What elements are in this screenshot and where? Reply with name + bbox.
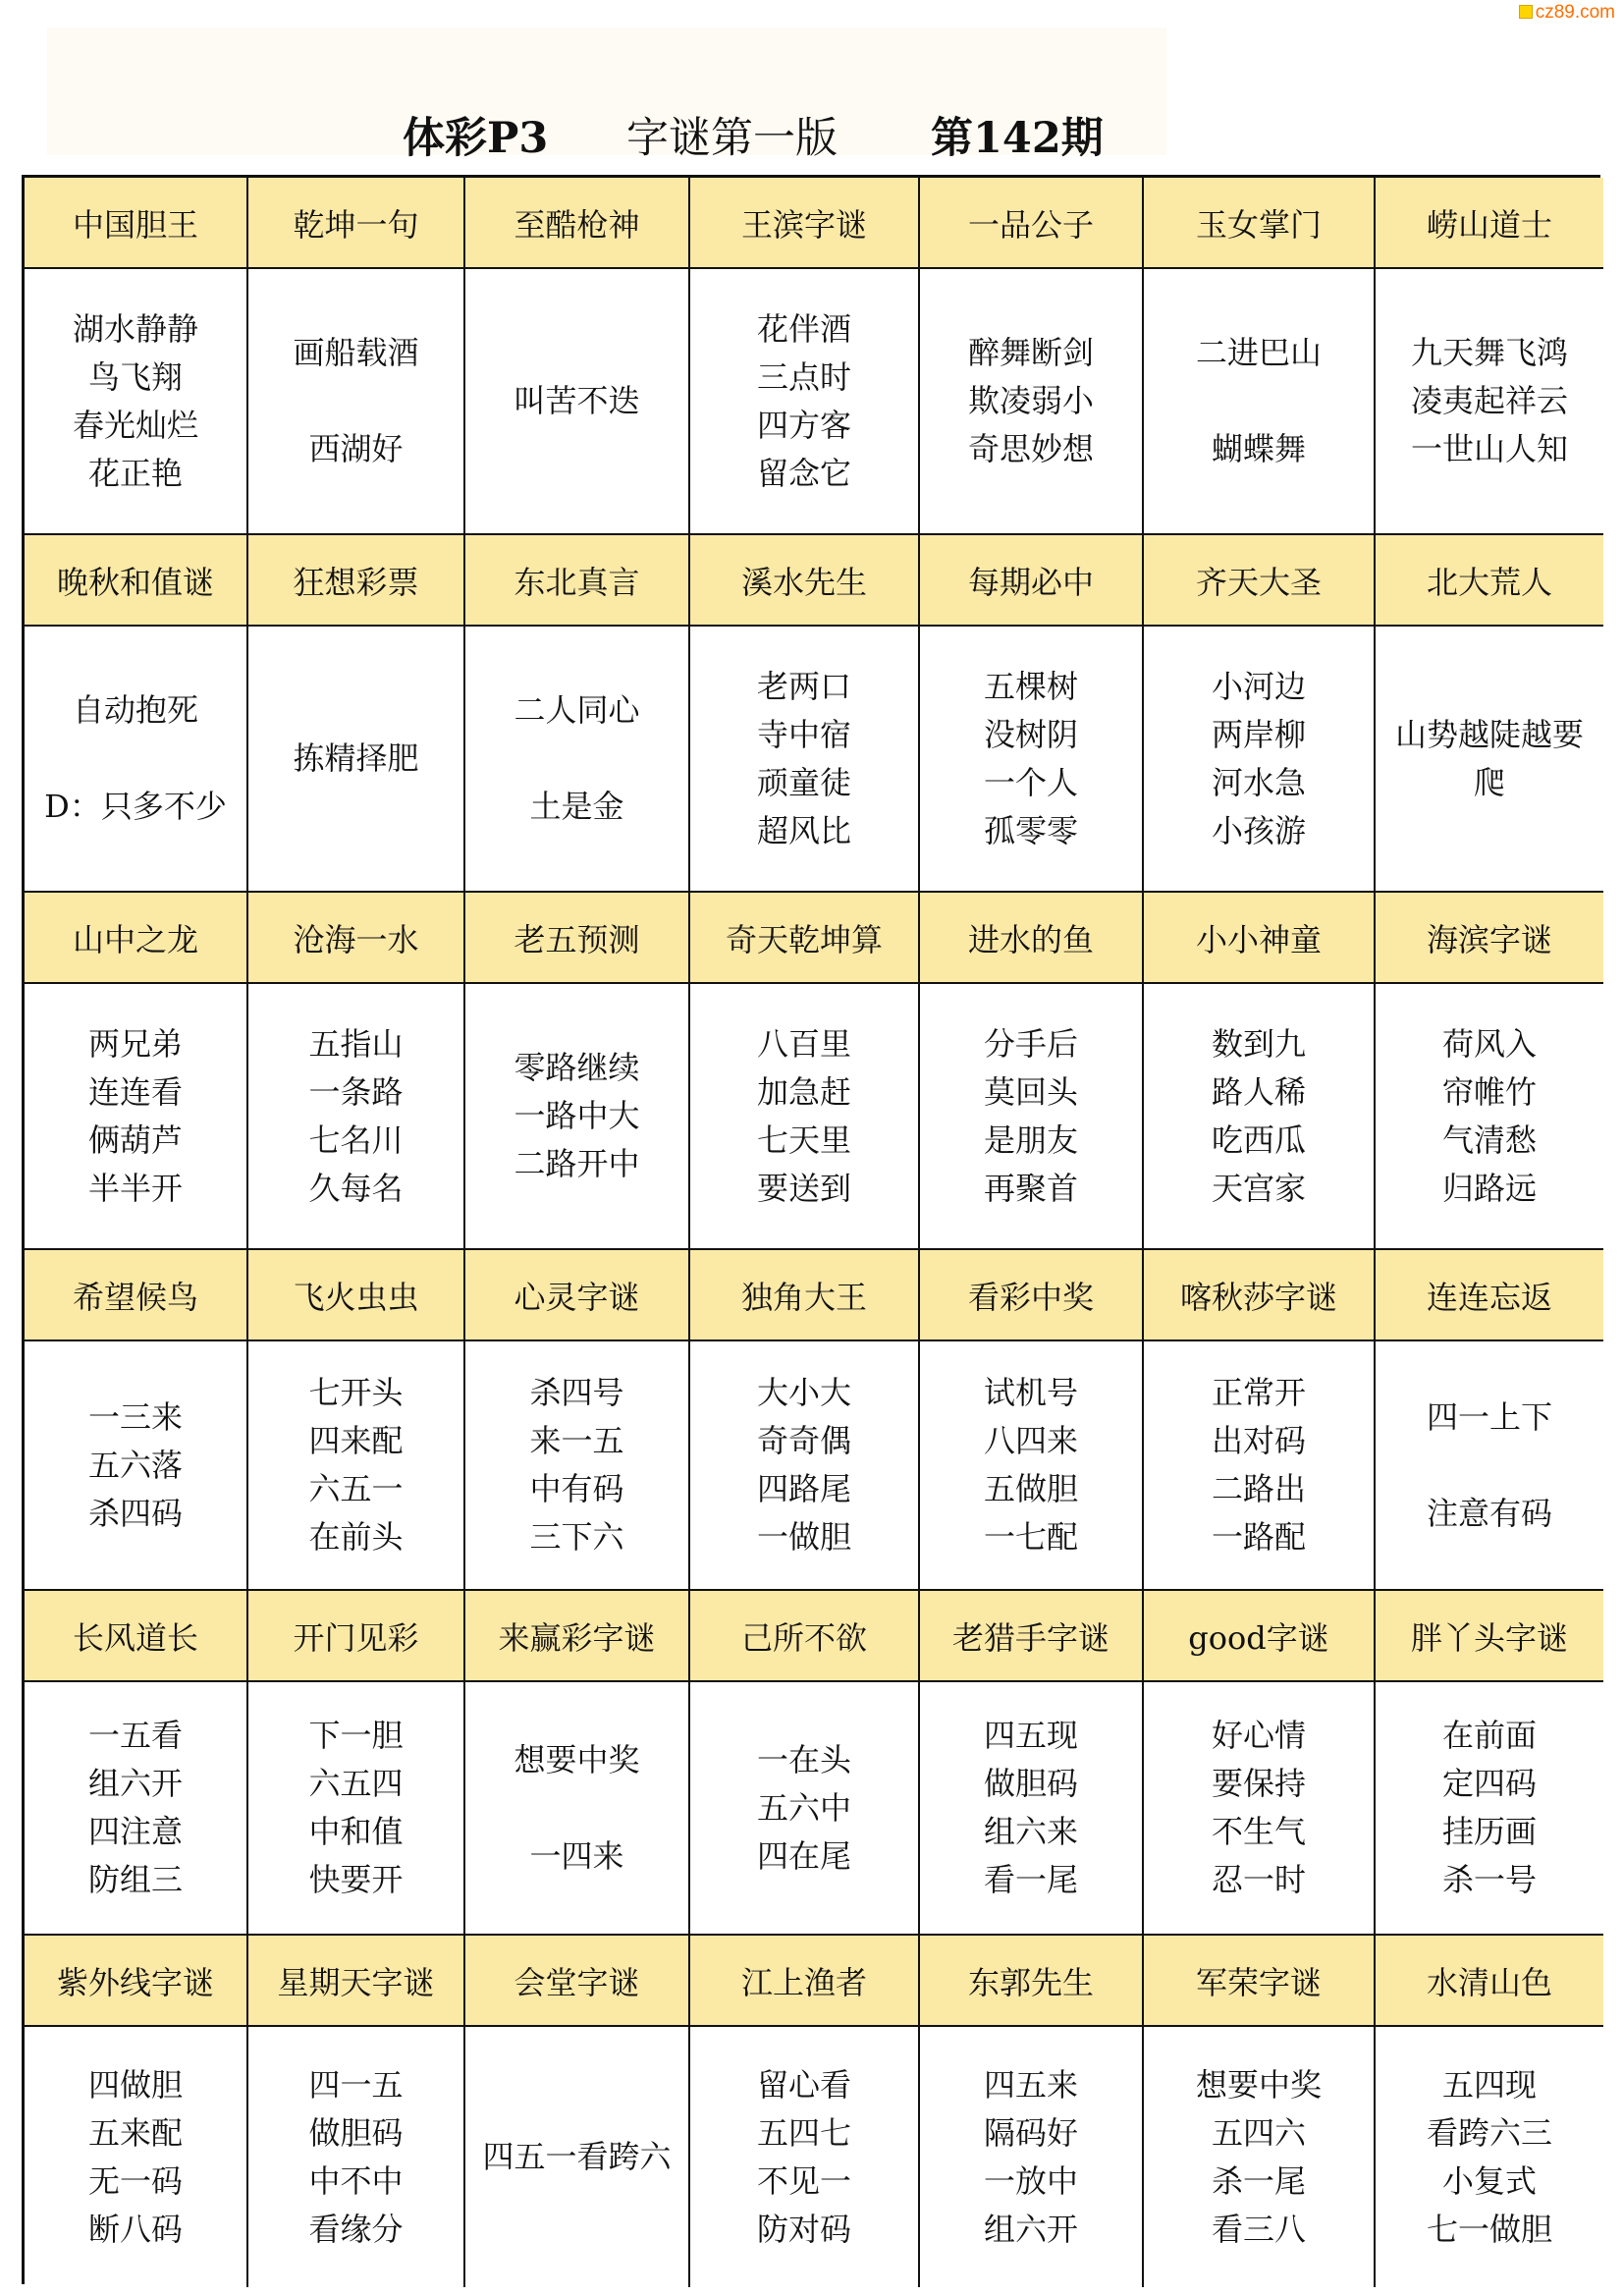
riddle-cell (1376, 1682, 1603, 1936)
header-label: 江上渔者 (740, 1963, 867, 2001)
header-label: 水清山色 (1426, 1963, 1552, 2001)
riddle-cell (1144, 984, 1376, 1250)
riddle-line: 二路出 (1211, 1470, 1306, 1507)
column-header (1144, 1250, 1376, 1341)
riddle-line: 看跨六三 (1426, 2113, 1552, 2152)
header-label: 星期天字谜 (277, 1963, 435, 2001)
riddle-line: 花伴酒 (756, 309, 851, 348)
riddle-line: 孤零零 (983, 811, 1078, 849)
riddle-cell (25, 1682, 248, 1936)
riddle-line: 莫回头 (983, 1072, 1078, 1111)
column-header (248, 1936, 465, 2027)
header-label: 喀秋莎字谜 (1179, 1278, 1337, 1316)
column-header (465, 535, 690, 627)
riddle-line: 一五看 (87, 1717, 183, 1754)
riddle-line: 归路远 (1441, 1169, 1537, 1207)
column-header (248, 178, 465, 269)
riddle-cell (465, 627, 690, 893)
riddle-line: 杀一号 (1441, 1861, 1537, 1898)
riddle-line: D：只多不少 (44, 788, 227, 825)
column-header (25, 1936, 248, 2027)
riddle-line: 再聚首 (983, 1169, 1078, 1207)
riddle-line: 天宫家 (1211, 1169, 1306, 1207)
riddle-cell (1376, 1341, 1603, 1591)
watermark-text: cz89.com (1535, 2, 1615, 23)
riddle-line: 组六来 (983, 1813, 1078, 1850)
header-label: 开门见彩 (293, 1618, 419, 1657)
riddle-cell (248, 1682, 465, 1936)
riddle-line: 两兄弟 (87, 1024, 183, 1063)
riddle-line: 二路开中 (514, 1145, 640, 1182)
riddle-line: 要保持 (1211, 1765, 1306, 1802)
riddle-line: 四一五 (308, 2065, 404, 2104)
column-header (248, 893, 465, 984)
title-issue: 第142期 (931, 114, 1104, 163)
riddle-line: 一路配 (1211, 1518, 1306, 1556)
riddle-cell (690, 627, 920, 893)
riddle-line: 荷风入 (1441, 1024, 1537, 1063)
riddle-cell (690, 269, 920, 535)
column-header (920, 178, 1144, 269)
header-label: 沧海一水 (293, 920, 419, 958)
column-header (465, 178, 690, 269)
riddle-cell (920, 269, 1144, 535)
riddle-line: 七天里 (756, 1121, 851, 1159)
riddle-line: 久每名 (308, 1169, 404, 1207)
riddle-line: 五六中 (756, 1788, 851, 1827)
riddle-line: 没树阴 (983, 715, 1078, 753)
riddle-cell (25, 627, 248, 893)
riddle-line: 杀四码 (87, 1494, 183, 1532)
column-header (690, 535, 920, 627)
header-label: 北大荒人 (1426, 563, 1552, 601)
riddle-line: 四来配 (308, 1422, 404, 1459)
riddle-line: 一四来 (529, 1836, 624, 1875)
riddle-line: 画船载酒 (293, 334, 419, 371)
riddle-line: 一个人 (983, 763, 1078, 801)
riddle-line: 春光灿烂 (72, 406, 198, 444)
column-header (25, 893, 248, 984)
riddle-cell (920, 627, 1144, 893)
riddle-line: 四五一看跨六 (482, 2138, 672, 2175)
riddle-line: 组六开 (983, 2210, 1078, 2248)
riddle-line: 想要中奖 (1195, 2065, 1322, 2104)
riddle-cell (1144, 627, 1376, 893)
header-label: good字谜 (1188, 1618, 1329, 1657)
riddle-line: 做胆码 (308, 2113, 404, 2152)
riddle-cell (248, 269, 465, 535)
riddle-line: 想要中奖 (514, 1740, 640, 1778)
riddle-line: 五做胆 (983, 1470, 1078, 1507)
header-label: 飞火虫虫 (293, 1278, 419, 1316)
column-header (920, 1250, 1144, 1341)
riddle-line: 四注意 (87, 1813, 183, 1850)
column-header (25, 535, 248, 627)
header-label: 老五预测 (514, 920, 640, 958)
riddle-cell (25, 1341, 248, 1591)
header-label: 长风道长 (72, 1618, 198, 1657)
riddle-line: 试机号 (983, 1374, 1078, 1411)
riddle-line: 零路继续 (514, 1049, 640, 1086)
riddle-cell (465, 1682, 690, 1936)
riddle-line: 二进巴山 (1195, 334, 1322, 371)
title-band (47, 27, 1166, 163)
riddle-line: 五指山 (308, 1024, 404, 1063)
riddle-line: 一做胆 (756, 1518, 851, 1556)
riddle-line: 一七配 (983, 1518, 1078, 1556)
header-label: 乾坤一句 (293, 205, 419, 244)
column-header (690, 178, 920, 269)
column-header (248, 535, 465, 627)
riddle-line: 定四码 (1441, 1765, 1537, 1802)
riddle-cell (1144, 269, 1376, 535)
riddle-line: 河水急 (1211, 763, 1306, 801)
riddle-line: 中不中 (308, 2161, 404, 2200)
riddle-line: 无一码 (87, 2161, 183, 2200)
riddle-cell (1144, 1341, 1376, 1591)
riddle-line: 是朋友 (983, 1121, 1078, 1159)
riddle-line: 分手后 (983, 1024, 1078, 1063)
riddle-line: 路人稀 (1211, 1072, 1306, 1111)
header-label: 至酷枪神 (514, 205, 640, 244)
riddle-line: 五四六 (1211, 2113, 1306, 2152)
riddle-line: 中有码 (529, 1470, 624, 1507)
riddle-line: 一放中 (983, 2161, 1078, 2200)
header-label: 中国胆王 (72, 205, 198, 244)
riddle-line: 一路中大 (514, 1097, 640, 1134)
riddle-line: 下一胆 (308, 1717, 404, 1754)
header-label: 看彩中奖 (967, 1278, 1094, 1316)
riddle-line: 小复式 (1441, 2161, 1537, 2200)
riddle-line: 三下六 (529, 1518, 624, 1556)
header-label: 王滨字谜 (740, 205, 867, 244)
header-label: 希望候鸟 (72, 1278, 198, 1316)
riddle-cell (1376, 627, 1603, 893)
column-header (25, 1591, 248, 1682)
riddle-cell (25, 2027, 248, 2287)
riddle-line: 防对码 (756, 2210, 851, 2248)
riddle-cell (465, 984, 690, 1250)
riddle-line: 鸟飞翔 (87, 357, 183, 396)
column-header (1144, 535, 1376, 627)
riddle-line: 五六落 (87, 1446, 183, 1484)
riddle-line: 半半开 (87, 1169, 183, 1207)
riddle-line: 隔码好 (983, 2113, 1078, 2152)
riddle-line: 快要开 (308, 1861, 404, 1898)
column-header (1144, 1591, 1376, 1682)
riddle-line: 杀一尾 (1211, 2161, 1306, 2200)
header-label: 狂想彩票 (293, 563, 419, 601)
riddle-line: 六五一 (308, 1470, 404, 1507)
riddle-line: 帘帷竹 (1441, 1072, 1537, 1111)
header-label: 奇天乾坤算 (725, 920, 883, 958)
riddle-line: 八百里 (756, 1024, 851, 1063)
column-header (1376, 893, 1603, 984)
riddle-line: 山势越陡越要爬 (1394, 715, 1584, 801)
riddle-line: 奇奇偶 (756, 1422, 851, 1459)
column-header (1376, 1591, 1603, 1682)
riddle-line: 蝴蝶舞 (1211, 430, 1306, 467)
riddle-line: 出对码 (1211, 1422, 1306, 1459)
riddle-cell (248, 2027, 465, 2287)
riddle-line: 凌夷起祥云 (1410, 382, 1568, 419)
header-label: 连连忘返 (1426, 1278, 1552, 1316)
riddle-cell (690, 1682, 920, 1936)
column-header (1144, 1936, 1376, 2027)
riddle-line: 奇思妙想 (967, 430, 1094, 467)
column-header (25, 1250, 248, 1341)
header-label: 海滨字谜 (1426, 920, 1552, 958)
riddle-line: 要送到 (756, 1169, 851, 1207)
column-header (920, 535, 1144, 627)
riddle-line: 一在头 (756, 1740, 851, 1778)
riddle-line: 四五现 (983, 1717, 1078, 1754)
riddle-cell (465, 1341, 690, 1591)
column-header (690, 1936, 920, 2027)
column-header (1376, 1250, 1603, 1341)
riddle-cell (1144, 1682, 1376, 1936)
riddle-cell (920, 1682, 1144, 1936)
riddle-cell (465, 269, 690, 535)
header-label: 己所不欲 (740, 1618, 867, 1657)
riddle-cell (25, 984, 248, 1250)
riddle-line: 三点时 (756, 357, 851, 396)
riddle-line: 大小大 (756, 1374, 851, 1411)
riddle-cell (690, 1341, 920, 1591)
column-header (465, 893, 690, 984)
riddle-cell (1144, 2027, 1376, 2287)
riddle-line: 留念它 (756, 454, 851, 492)
riddle-line: 中和值 (308, 1813, 404, 1850)
riddle-line: 在前面 (1441, 1717, 1537, 1754)
riddle-line: 五棵树 (983, 667, 1078, 705)
riddle-line: 数到九 (1211, 1024, 1306, 1063)
riddle-line: 八四来 (983, 1422, 1078, 1459)
header-label: 军荣字谜 (1195, 1963, 1322, 2001)
header-label: 玉女掌门 (1195, 205, 1322, 244)
column-header (690, 893, 920, 984)
column-header (1376, 178, 1603, 269)
column-header (920, 1936, 1144, 2027)
riddle-line: 俩葫芦 (87, 1121, 183, 1159)
riddle-line: 四路尾 (756, 1470, 851, 1507)
riddle-line: 醉舞断剑 (967, 334, 1094, 371)
column-header (1144, 178, 1376, 269)
riddle-line: 做胆码 (983, 1765, 1078, 1802)
riddle-line: 二人同心 (514, 691, 640, 729)
riddle-line: 断八码 (87, 2210, 183, 2248)
column-header (690, 1250, 920, 1341)
column-header (1376, 535, 1603, 627)
riddle-line: 五四现 (1441, 2065, 1537, 2104)
riddle-line: 顽童徒 (756, 763, 851, 801)
riddle-cell (1376, 984, 1603, 1250)
header-label: 会堂字谜 (514, 1963, 640, 2001)
header-label: 紫外线字谜 (56, 1963, 214, 2001)
riddle-line: 看一尾 (983, 1861, 1078, 1898)
riddle-cell (465, 2027, 690, 2287)
riddle-line: 超风比 (756, 811, 851, 849)
riddle-line: 叫苦不迭 (514, 382, 640, 419)
column-header (920, 1591, 1144, 1682)
header-label: 独角大王 (740, 1278, 867, 1316)
column-header (1376, 1936, 1603, 2027)
riddle-line: 六五四 (308, 1765, 404, 1802)
header-label: 小小神童 (1195, 920, 1322, 958)
riddle-line: 正常开 (1211, 1374, 1306, 1411)
riddle-line: 西湖好 (308, 430, 404, 467)
watermark-logo-icon (1519, 5, 1533, 19)
riddle-line: 湖水静静 (72, 309, 198, 348)
riddle-line: 四五来 (983, 2065, 1078, 2104)
riddle-line: 留心看 (756, 2065, 851, 2104)
header-label: 每期必中 (967, 563, 1094, 601)
riddle-line: 来一五 (529, 1422, 624, 1459)
riddle-line: 组六开 (87, 1765, 183, 1802)
riddle-line: 自动抱死 (72, 691, 198, 729)
riddle-line: 加急赶 (756, 1072, 851, 1111)
riddle-cell (920, 2027, 1144, 2287)
column-header (248, 1250, 465, 1341)
riddle-line: 四一上下 (1426, 1397, 1552, 1436)
header-label: 一品公子 (967, 205, 1094, 244)
riddle-line: 七一做胆 (1426, 2210, 1552, 2248)
riddle-line: 九天舞飞鸿 (1410, 334, 1568, 371)
riddle-cell (248, 984, 465, 1250)
riddle-line: 吃西瓜 (1211, 1121, 1306, 1159)
riddle-line: 好心情 (1211, 1717, 1306, 1754)
title-edition: 字谜第一版 (626, 114, 838, 163)
column-header (1144, 893, 1376, 984)
header-label: 山中之龙 (72, 920, 198, 958)
riddle-line: 花正艳 (87, 454, 183, 492)
riddle-cell (690, 2027, 920, 2287)
riddle-line: 挂历画 (1441, 1813, 1537, 1850)
column-header (465, 1591, 690, 1682)
header-label: 进水的鱼 (967, 920, 1094, 958)
riddle-cell (920, 984, 1144, 1250)
header-label: 崂山道士 (1426, 205, 1552, 244)
header-label: 晚秋和值谜 (56, 563, 214, 601)
riddle-cell (1376, 269, 1603, 535)
title-lottery: 体彩P3 (403, 114, 549, 163)
riddle-line: 五来配 (87, 2113, 183, 2152)
column-header (248, 1591, 465, 1682)
riddle-line: 四在尾 (756, 1836, 851, 1875)
riddle-line: 连连看 (87, 1072, 183, 1111)
riddle-line: 一条路 (308, 1072, 404, 1111)
riddle-line: 小孩游 (1211, 811, 1306, 849)
riddle-line: 看缘分 (308, 2210, 404, 2248)
riddle-line: 注意有码 (1426, 1494, 1552, 1532)
riddle-line: 看三八 (1211, 2210, 1306, 2248)
riddle-line: 一三来 (87, 1397, 183, 1436)
header-label: 东郭先生 (967, 1963, 1094, 2001)
header-label: 东北真言 (514, 563, 640, 601)
riddle-line: 七名川 (308, 1121, 404, 1159)
site-watermark (1515, 2, 1619, 24)
riddle-cell (248, 1341, 465, 1591)
header-label: 心灵字谜 (514, 1278, 640, 1316)
riddle-line: 两岸柳 (1211, 715, 1306, 753)
header-label: 溪水先生 (740, 563, 867, 601)
riddle-cell (690, 984, 920, 1250)
riddle-line: 防组三 (87, 1861, 183, 1898)
column-header (465, 1936, 690, 2027)
riddle-line: 寺中宿 (756, 715, 851, 753)
header-label: 齐天大圣 (1195, 563, 1322, 601)
riddle-line: 欺凌弱小 (967, 382, 1094, 419)
riddle-line: 七开头 (308, 1374, 404, 1411)
column-header (25, 178, 248, 269)
riddle-line: 不见一 (756, 2161, 851, 2200)
riddle-line: 拣精择肥 (293, 739, 419, 777)
riddle-table (22, 175, 1600, 2284)
riddle-line: 土是金 (529, 788, 624, 825)
riddle-line: 四方客 (756, 406, 851, 444)
riddle-cell (25, 269, 248, 535)
riddle-line: 杀四号 (529, 1374, 624, 1411)
riddle-line: 不生气 (1211, 1813, 1306, 1850)
riddle-line: 小河边 (1211, 667, 1306, 705)
header-label: 老猎手字谜 (951, 1618, 1109, 1657)
riddle-line: 四做胆 (87, 2065, 183, 2104)
riddle-line: 忍一时 (1211, 1861, 1306, 1898)
column-header (920, 893, 1144, 984)
riddle-line: 老两口 (756, 667, 851, 705)
riddle-cell (1376, 2027, 1603, 2287)
column-header (465, 1250, 690, 1341)
riddle-cell (248, 627, 465, 893)
riddle-line: 气清愁 (1441, 1121, 1537, 1159)
riddle-cell (920, 1341, 1144, 1591)
riddle-line: 五四七 (756, 2113, 851, 2152)
riddle-line: 在前头 (308, 1518, 404, 1556)
header-label: 来赢彩字谜 (498, 1618, 656, 1657)
header-label: 胖丫头字谜 (1410, 1618, 1568, 1657)
column-header (690, 1591, 920, 1682)
riddle-line: 一世山人知 (1410, 430, 1568, 467)
